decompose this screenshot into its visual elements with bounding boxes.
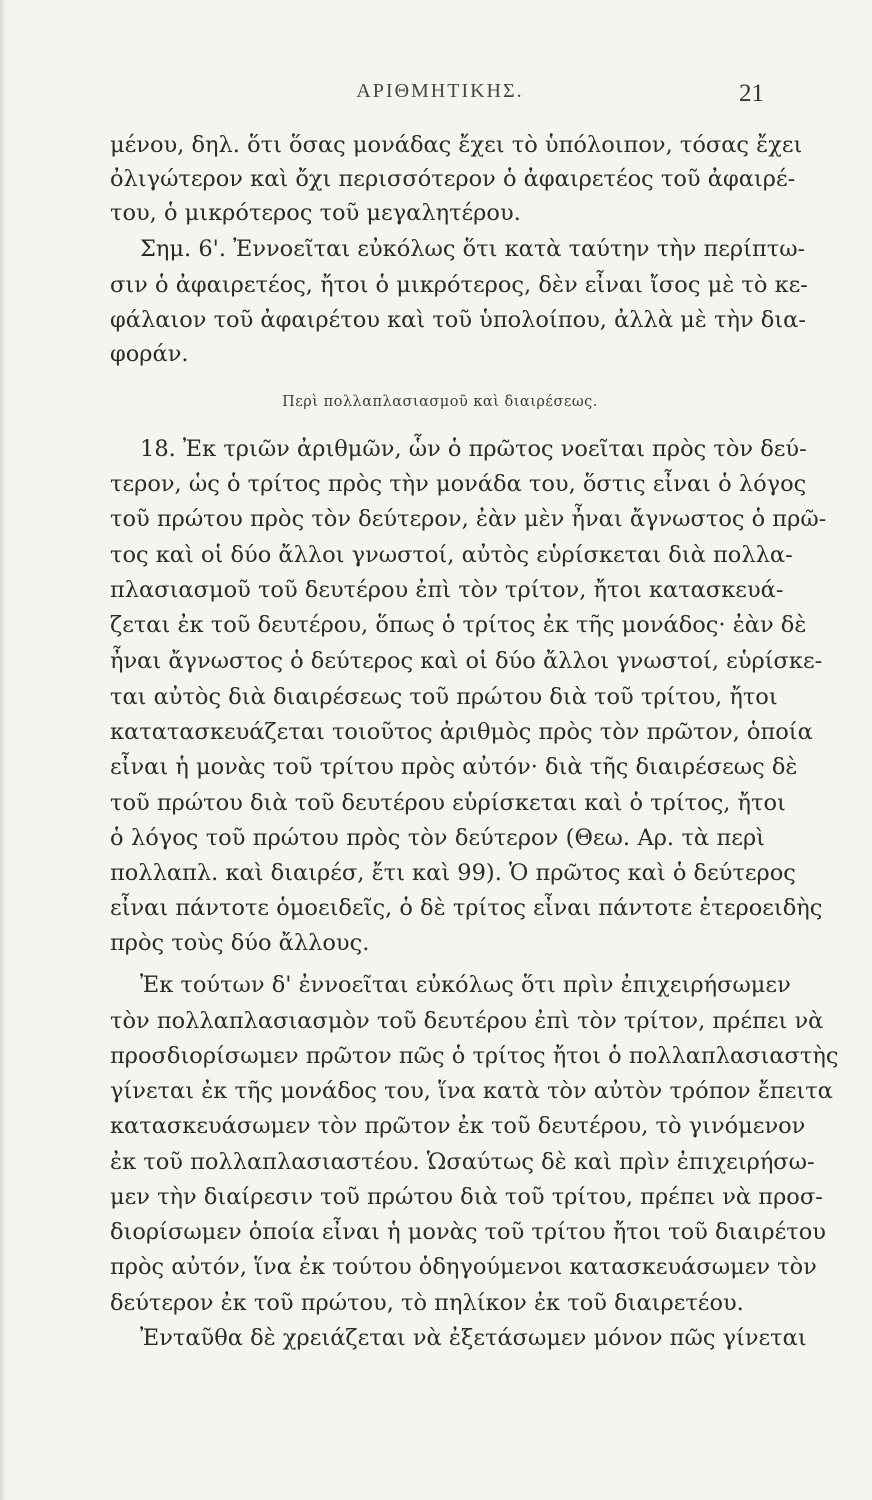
text-line: πρὸς τοὺς δύο ἄλλους.: [110, 930, 370, 956]
text-line: τὸν πολλαπλασιασμὸν τοῦ δευτέρου ἐπὶ τὸν τρίτον, πρέπει νὰ: [110, 1008, 824, 1034]
paragraph-start-line: Ἐκ τούτων δ' ἐννοεῖται εὐκόλως ὅτι πρὶν ἐπιχειρήσωμεν: [140, 972, 791, 998]
text-line: σιν ὁ ἀφαιρετέος, ἤτοι ὁ μικρότερος, δὲν εἶναι ἴσος μὲ τὸ κε-: [110, 272, 808, 298]
text-line: τοῦ πρώτου πρὸς τὸν δεύτερον, ἐὰν μὲν ἦναι ἄγνωστος ὁ πρῶ-: [110, 506, 827, 532]
text-line: πολλαπλ. καὶ διαιρέσ, ἔτι καὶ 99). Ὁ πρῶτος καὶ ὁ δεύτερος: [110, 860, 796, 886]
text-line: μένου, δηλ. ὅτι ὅσας μονάδας ἔχει τὸ ὑπόλοιπον, τόσας ἔχει: [110, 132, 803, 158]
paragraph-start-line: 18. Ἐκ τριῶν ἀριθμῶν, ὧν ὁ πρῶτος νοεῖται πρὸς τὸν δεύ-: [140, 436, 807, 462]
text-line: εἶναι ἡ μονὰς τοῦ τρίτου πρὸς αὐτόν· διὰ τῆς διαιρέσεως δὲ: [110, 754, 798, 780]
text-line: ζεται ἐκ τοῦ δευτέρου, ὅπως ὁ τρίτος ἐκ τῆς μονάδος· ἐὰν δὲ: [110, 612, 807, 638]
text-line: πρὸς αὐτόν, ἵνα ἐκ τούτου ὁδηγούμενοι κατασκευάσωμεν τὸν: [110, 1254, 817, 1280]
text-line: φάλαιον τοῦ ἀφαιρέτου καὶ τοῦ ὑπολοίπου, ἀλλὰ μὲ τὴν δια-: [110, 307, 806, 333]
section-heading: Περὶ πολλαπλασιασμοῦ καὶ διαιρέσεως.: [282, 394, 598, 410]
text-line: κατασκευάσωμεν τὸν πρῶτον ἐκ τοῦ δευτέρου, τὸ γινόμενον: [110, 1113, 806, 1139]
text-line: ται αὐτὸς διὰ διαιρέσεως τοῦ πρώτου διὰ τοῦ τρίτου, ἤτοι: [110, 684, 778, 710]
text-line: μεν τὴν διαίρεσιν τοῦ πρώτου διὰ τοῦ τρίτου, πρέπει νὰ προσ-: [110, 1184, 823, 1210]
text-line: προσδιορίσωμεν πρῶτον πῶς ὁ τρίτος ἤτοι ὁ πολλαπλασιαστὴς: [110, 1043, 839, 1069]
text-line: του, ὁ μικρότερος τοῦ μεγαλητέρου.: [110, 200, 521, 226]
text-line: διορίσωμεν ὁποία εἶναι ἡ μονὰς τοῦ τρίτου ἤτοι τοῦ διαιρέτου: [110, 1219, 826, 1245]
text-line: φοράν.: [110, 341, 189, 367]
text-line: τος καὶ οἱ δύο ἄλλοι γνωστοί, αὐτὸς εὑρίσκεται διὰ πολλα-: [110, 542, 793, 568]
paragraph-start-line: Ἐνταῦθα δὲ χρειάζεται νὰ ἐξετάσωμεν μόνον πῶς γίνεται: [140, 1325, 807, 1351]
page-header: [110, 80, 770, 114]
text-line: ἦναι ἄγνωστος ὁ δεύτερος καὶ οἱ δύο ἄλλοι γνωστοί, εὑρίσκε-: [110, 648, 823, 674]
text-line: ὁ λόγος τοῦ πρώτου πρὸς τὸν δεύτερον (Θεω. Αρ. τὰ περὶ: [110, 825, 765, 851]
text-line: κατατασκευάζεται τοιοῦτος ἀριθμὸς πρὸς τὸν πρῶτον, ὁποία: [110, 719, 813, 745]
page-fold-shadow: [0, 0, 6, 1500]
text-line: δεύτερον ἐκ τοῦ πρώτου, τὸ πηλίκον ἐκ τοῦ διαιρετέου.: [110, 1290, 744, 1316]
text-line: ὀλιγώτερον καὶ ὄχι περισσότερον ὁ ἀφαιρετέος τοῦ ἀφαιρέ-: [110, 166, 796, 192]
running-head: ΑΡΙΘΜΗΤΙΚΗΣ.: [356, 80, 524, 102]
text-line: ἐκ τοῦ πολλαπλασιαστέου. Ὡσαύτως δὲ καὶ πρὶν ἐπιχειρήσω-: [110, 1149, 815, 1175]
text-line: γίνεται ἐκ τῆς μονάδος του, ἵνα κατὰ τὸν αὐτὸν τρόπον ἔπειτα: [110, 1078, 833, 1104]
text-line: τερον, ὡς ὁ τρίτος πρὸς τὴν μονάδα του, ὅστις εἶναι ὁ λόγος: [110, 471, 807, 497]
page-number: 21: [739, 80, 764, 107]
note-line: Σημ. 6'. Ἐννοεῖται εὐκόλως ὅτι κατὰ ταύτην τὴν περίπτω-: [140, 236, 806, 262]
text-line: πλασιασμοῦ τοῦ δευτέρου ἐπὶ τὸν τρίτον, ἤτοι κατασκευά-: [110, 577, 784, 603]
text-line: τοῦ πρώτου διὰ τοῦ δευτέρου εὑρίσκεται καὶ ὁ τρίτος, ἤτοι: [110, 790, 786, 816]
text-line: εἶναι πάντοτε ὁμοειδεῖς, ὁ δὲ τρίτος εἶναι πάντοτε ἑτεροειδὴς: [110, 895, 823, 921]
